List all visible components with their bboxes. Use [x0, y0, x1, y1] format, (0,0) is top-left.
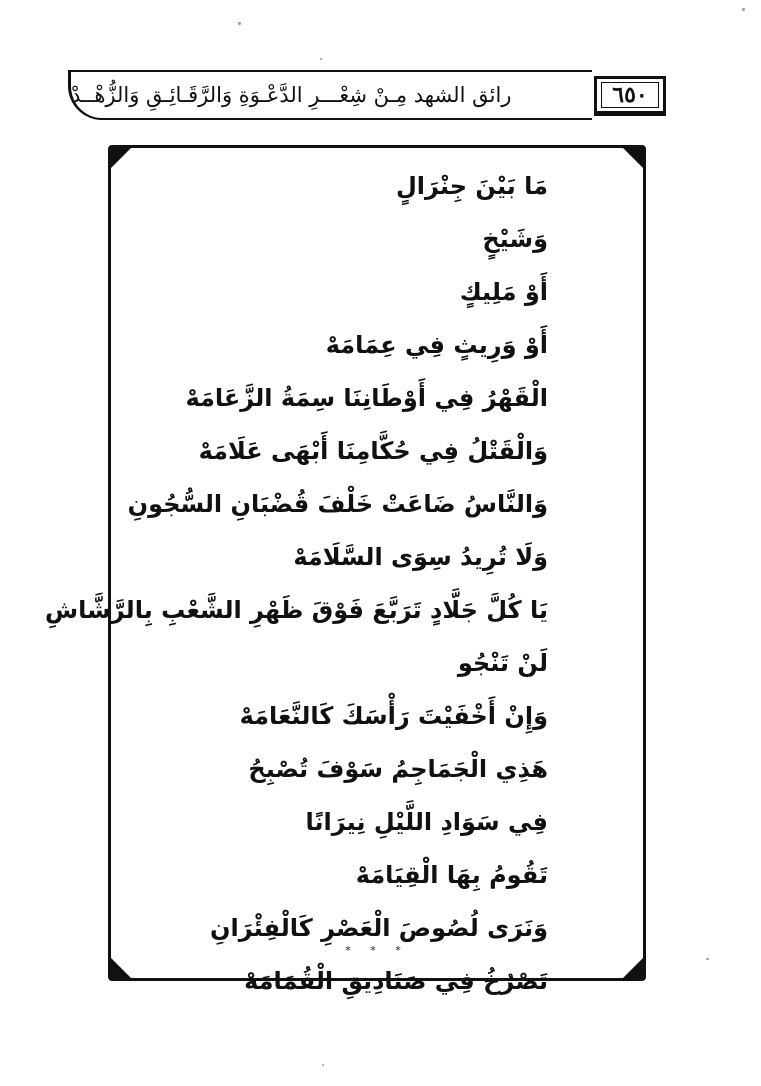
- poem-line: وَنَرَى لُصُوصَ الْعَصْرِ كَالْفِئْرَانِ: [210, 914, 548, 942]
- poem-line: يَا كُلَّ جَلَّادٍ تَرَبَّعَ فَوْقَ ظَهْرِ الشَّعْبِ بِالرَّشَّاشِ: [45, 596, 548, 624]
- scan-speck: [742, 8, 745, 11]
- poem-line: تَصْرُخُ فِي صَنَادِيقِ الْقُمَامَهْ: [244, 967, 548, 995]
- poem-lines: [45, 160, 548, 1008]
- frame-corner-bottom-right: [621, 956, 645, 980]
- book-title: رائق الشهد مِـنْ شِعْـــرِ الدَّعْـوَةِ وَالرَّقَـائِـقِ وَالزُّهْــدْ: [71, 83, 512, 107]
- scan-speck: [320, 58, 322, 60]
- section-separator: * * *: [345, 944, 409, 957]
- scan-speck: [322, 1064, 324, 1066]
- poem-line: أَوْ مَلِيكٍ: [459, 278, 548, 306]
- poem-line: الْقَهْرُ فِي أَوْطَانِنَا سِمَةُ الزَّعَامَهْ: [185, 384, 548, 412]
- poem-line: لَنْ تَنْجُو: [457, 649, 548, 677]
- poem-line: وَالنَّاسُ ضَاعَتْ خَلْفَ قُضْبَانِ السُّجُونِ: [127, 490, 548, 518]
- poem-line: وَلَا تُرِيدُ سِوَى السَّلَامَهْ: [293, 543, 548, 571]
- frame-corner-top-right: [621, 146, 645, 170]
- page-number: ٦٥٠: [612, 82, 648, 108]
- scan-speck: [238, 22, 241, 25]
- scan-speck: [706, 958, 709, 960]
- poem-line: فِي سَوَادِ اللَّيْلِ نِيرَانًا: [305, 808, 548, 836]
- poem-line: هَذِي الْجَمَاجِمُ سَوْفَ تُصْبِحُ: [248, 755, 548, 783]
- header-title-box: [68, 70, 592, 120]
- poem-frame: [45, 145, 646, 995]
- poem-line: مَا بَيْنَ جِنْرَالٍ: [395, 172, 548, 200]
- page-number-box: [594, 76, 666, 116]
- poem-line: تَقُومُ بِهَا الْقِيَامَهْ: [355, 861, 548, 889]
- poem-line: وَالْقَتْلُ فِي حُكَّامِنَا أَبْهَى عَلَامَهْ: [198, 437, 548, 465]
- poem-line: وَشَيْخٍ: [482, 225, 548, 253]
- page-header: [68, 70, 666, 120]
- poem-line: وَإِنْ أَخْفَيْتَ رَأْسَكَ كَالنَّعَامَهْ: [239, 702, 548, 730]
- poem-line: أَوْ وَرِيثٍ فِي عِمَامَهْ: [325, 331, 548, 359]
